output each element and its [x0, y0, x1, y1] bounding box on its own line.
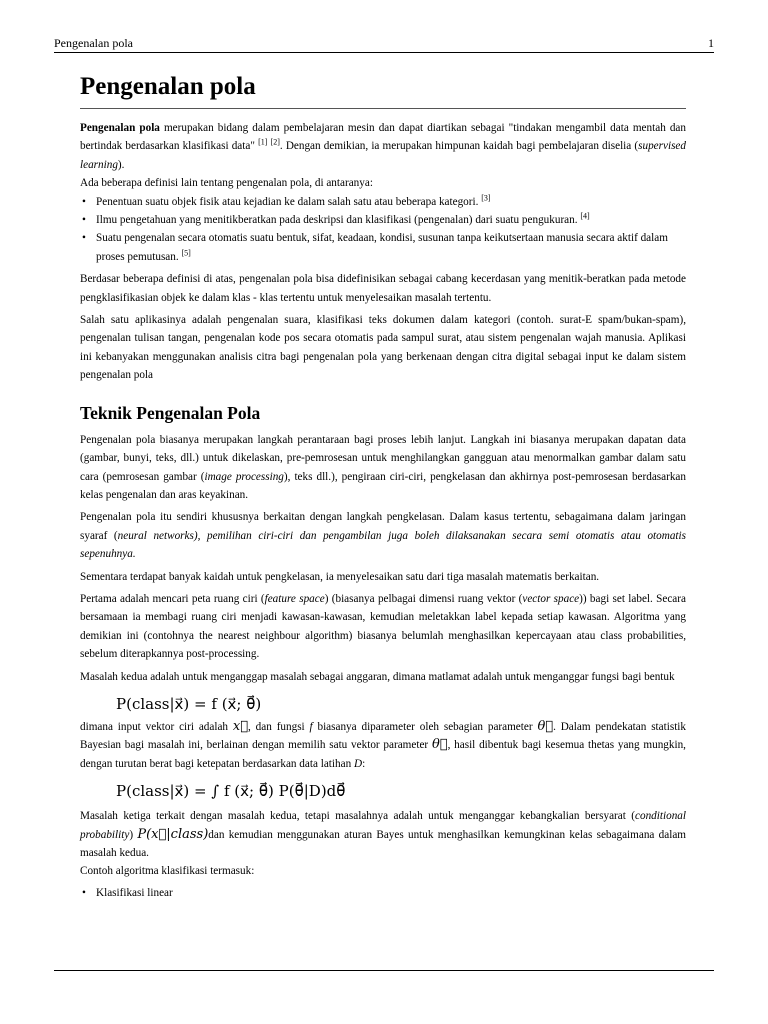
- paragraph-berdasar: Berdasar beberapa definisi di atas, pengenalan pola bisa didefinisikan sebagai cabang kecerdasan yang menitik-beratkan pada metode pengklasifikasian objek ke dalam klas - klas tertentu untuk menyelesaikan masalah tertentu.: [80, 273, 686, 304]
- text-run: Pertama adalah mencari peta ruang ciri (: [80, 592, 265, 605]
- definitions-lead: Ada beberapa definisi lain tentang pengenalan pola, di antaranya:: [80, 177, 373, 190]
- definition-text: Suatu pengenalan secara otomatis suatu bentuk, sifat, keadaan, kondisi, susunan tanpa keikutsertaan manusia secara aktif dalam proses pemutusan.: [96, 232, 668, 263]
- text-run: biasanya diparameter oleh sebagian parameter: [312, 720, 538, 733]
- intro-paragraph: [80, 119, 686, 174]
- ref-5-link[interactable]: [5]: [181, 248, 191, 258]
- intro-text-1: merupakan bidang dalam pembelajaran mesin dan dapat diartikan sebagai "tindakan mengambil data mentah dan bertindak berdasarkan klasifikasi data": [80, 122, 686, 153]
- example-link[interactable]: Klasifikasi linear: [96, 886, 173, 899]
- text-run: , hasil dibentuk bagi kesemua thetas yang mungkin, dengan turutan berat bagi ketepatan berdasarkan data latihan: [80, 739, 686, 770]
- math-inline: x⃗: [232, 718, 249, 734]
- text-run: , dan fungsi: [248, 720, 310, 733]
- math-inline: θ⃗: [537, 718, 554, 734]
- italic-run: D: [353, 757, 363, 770]
- text-run: ), teks dll.), pengiraan ciri-ciri, pengkelasan dan akhirnya post-pemrosesan berdasarkan kelas pengenalan dan aras keyakinan.: [80, 470, 686, 501]
- italic-run: neural networks), pemilihan ciri-ciri dan pengambilan juga boleh dilaksanakan secara semi otomatis atau otomatis sepenuhnya.: [80, 529, 686, 561]
- intro-italic: supervised learning: [80, 140, 686, 171]
- italic-run: image processing: [204, 470, 284, 483]
- examples-list: [80, 884, 686, 902]
- text-run: )) bagi set label. Secara bersamaan ia membagi ruang ciri menjadi kawasan-kawasan, kemudian meletakkan label kepada setiap kawasan. Algoritma yang demikian ini (contohnya the nearest neighbour algorithm) biasanya belumlah menghasilkan kepercayaan atau class probabilities, sebelum diterapkannya post-processing.: [80, 592, 686, 661]
- italic-run: conditional probability: [80, 810, 686, 841]
- page-number: 1: [708, 36, 714, 50]
- bullet-icon: •: [82, 232, 86, 245]
- formula-1: P(class|x⃗) = f (x⃗; θ⃗): [116, 694, 262, 713]
- header-rule: [54, 52, 714, 53]
- text-run: dan kemudian menggunakan aturan Bayes untuk menghasilkan kemungkinan kelas sebagaimana dalam masalah kedua.: [80, 828, 686, 859]
- running-title: Pengenalan pola: [54, 36, 133, 50]
- math-inline: θ⃗: [431, 737, 448, 753]
- ref-1-link[interactable]: [1]: [258, 137, 268, 147]
- text-run: . Dalam pendekatan statistik Bayesian bagi masalah ini, berlainan dengan memilih satu vektor parameter: [80, 720, 687, 752]
- list-item: [80, 229, 686, 266]
- examples-lead: Contoh algoritma klasifikasi termasuk:: [80, 865, 255, 878]
- intro-term: Pengenalan pola: [80, 122, 160, 134]
- page-title: Pengenalan pola: [80, 72, 686, 109]
- list-item: [80, 211, 686, 229]
- bullet-icon: •: [82, 886, 86, 899]
- paragraph-teknik-1: [80, 431, 686, 505]
- intro-text-2: . Dengan demikian, ia merupakan himpunan kaidah bagi pembelajaran diselia (: [279, 140, 639, 153]
- formula-2: P(class|x⃗) = ∫ f (x⃗; θ⃗) P(θ⃗|D)dθ⃗: [116, 782, 346, 801]
- text-run: :: [362, 757, 366, 770]
- paragraph-teknik-7: [80, 807, 686, 862]
- definitions-list: [80, 193, 686, 267]
- paragraph-teknik-4: [80, 590, 686, 664]
- article-body: [80, 72, 686, 906]
- intro-text-3: ).: [117, 158, 125, 171]
- list-item: [80, 884, 686, 902]
- italic-run: f: [309, 720, 313, 733]
- paragraph-teknik-2: [80, 508, 686, 563]
- footer-rule: [54, 970, 714, 971]
- italic-run: vector space: [522, 592, 580, 605]
- running-header: [54, 36, 714, 52]
- list-item: [80, 193, 686, 211]
- section-heading: Teknik Pengenalan Pola: [80, 402, 261, 423]
- paragraph-aplikasi: Salah satu aplikasinya adalah pengenalan suara, klasifikasi teks dokumen dalam kategori (contoh. surat-E spam/bukan-spam), pengenalan tulisan tangan, pengenalan kode pos secara otomatis pada sampul surat, atau sistem pengenalan wajah manusia. Aplikasi ini kebanyakan menggunakan analisis citra bagi pengenalan pola yang berkenaan dengan citra digital sebagai input ke dalam sistem pengenalan pola: [80, 314, 686, 382]
- italic-run: feature space: [264, 592, 325, 605]
- text-run: dimana input vektor ciri adalah: [80, 720, 233, 733]
- text-run: Pengenalan pola itu sendiri khususnya berkaitan dengan langkah pengkelasan. Dalam kasus tertentu, sebagaimana dalam jaringan syaraf (: [80, 511, 686, 542]
- ref-2-link[interactable]: [2]: [270, 137, 280, 147]
- bullet-icon: •: [82, 214, 86, 227]
- ref-3-link[interactable]: [3]: [481, 192, 491, 202]
- text-run: ): [129, 828, 138, 841]
- definition-text: Ilmu pengetahuan yang menitikberatkan pada deskripsi dan klasifikasi (pengenalan) dari suatu pengukuran.: [96, 214, 581, 227]
- math-inline: P(x⃗|class): [137, 826, 209, 842]
- paragraph-teknik-3: Sementara terdapat banyak kaidah untuk pengkelasan, ia menyelesaikan satu dari tiga masalah matematis berkaitan.: [80, 570, 600, 583]
- paragraph-teknik-6: [80, 718, 686, 773]
- paragraph-teknik-5: Masalah kedua adalah untuk menganggap masalah sebagai anggaran, dimana matlamat adalah untuk menganggar fungsi bagi bentuk: [80, 670, 675, 683]
- bullet-icon: •: [82, 195, 86, 208]
- text-run: ) (biasanya pelbagai dimensi ruang vektor (: [324, 592, 523, 605]
- definition-text: Penentuan suatu objek fisik atau kejadian ke dalam salah satu atau beberapa kategori.: [96, 195, 482, 208]
- text-run: Pengenalan pola biasanya merupakan langkah perantaraan bagi proses lebih lanjut. Langkah ini biasanya merupakan dapatan data (gambar, bunyi, teks, dll.) untuk dikelaskan, pre-pemrosesan untuk menghilangkan gangguan atau menormalkan gambar dalam satu cara (pemrosesan gambar (: [80, 433, 686, 483]
- text-run: Masalah ketiga terkait dengan masalah kedua, tetapi masalahnya adalah untuk menganggar kebangkalian bersyarat (: [80, 810, 636, 823]
- ref-4-link[interactable]: [4]: [580, 211, 590, 221]
